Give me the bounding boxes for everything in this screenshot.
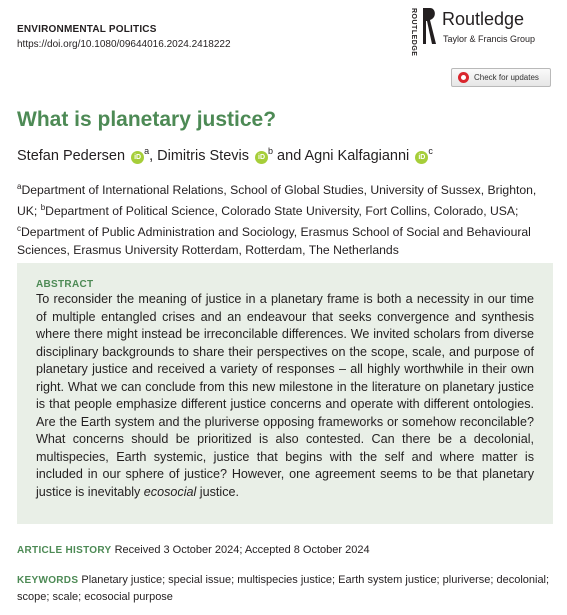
check-for-updates-label: Check for updates (474, 73, 539, 82)
check-for-updates-button[interactable] (451, 68, 551, 87)
keywords-text: Planetary justice; special issue; multispecies justice; Earth system justice; pluriverse; decolonial; scope; scale; ecosocial purpose (17, 574, 550, 603)
crossmark-icon (458, 72, 469, 83)
author-affil-sup: a (144, 146, 150, 156)
article-history-text: Received 3 October 2024; Accepted 8 October 2024 (114, 544, 370, 556)
affiliation-text: Department of Public Administration and Sociology, Erasmus School of Social and Behavioural Sciences, Erasmus University Rotterdam, Rotterdam, The Netherlands (17, 225, 531, 258)
article-history (17, 544, 370, 556)
doi-link[interactable]: https://doi.org/10.1080/09644016.2024.2418222 (17, 39, 231, 50)
orcid-icon[interactable]: iD (255, 151, 268, 164)
abstract-italic: ecosocial (143, 484, 197, 499)
keywords-label: KEYWORDS (17, 575, 79, 586)
author-name[interactable]: Dimitris Stevis (157, 147, 249, 164)
author-separator: and (273, 147, 305, 164)
affiliations (17, 178, 553, 259)
affil-sup: a (17, 182, 22, 191)
article-history-label: ARTICLE HISTORY (17, 545, 112, 556)
affil-sup: c (17, 224, 21, 234)
orcid-icon[interactable]: iD (131, 151, 144, 164)
publisher-name: Routledge (442, 9, 525, 29)
abstract-text: To reconsider the meaning of justice in a planetary frame is both a necessity in our time of multiple entangled crises and an endeavour that seeks convergence and synthesis where there might instead be irreconcilable differences. We invited scholars from diverse disciplinary backgrounds to share their perspectives on the scope, scale, and purpose of planetary justice and received a variety of responses – all highly worthwhile in their own right. What we can conclude from this new milestone in the literature on planetary justice is that people emphasize different justice concerns and operate with different ontologies. Are the Earth system and the pluriverse opposing frameworks or somehow reconcilable? What concerns should be prioritized is also contested. Can there be a decolonial, multispecies, Earth systemic, justice that begins with the self and where matter is included in our sphere of justice? However, one agreement seems to be that planetary justice is inevitably ecosocial justice. (36, 292, 534, 499)
author-separator: , (149, 147, 158, 164)
routledge-logo-icon (419, 6, 439, 46)
keywords (17, 572, 553, 605)
affiliation-text: Department of Political Science, Colorado State University, Fort Collins, Colorado, USA; (45, 204, 519, 219)
abstract-heading: ABSTRACT (36, 279, 94, 290)
publisher-vertical-text: ROUTLEDGE (410, 8, 417, 57)
journal-name: ENVIRONMENTAL POLITICS (17, 24, 157, 35)
author-list (17, 146, 433, 164)
affil-sup: b (40, 203, 46, 213)
author-affil-sup: c (428, 146, 433, 156)
article-title: What is planetary justice? (17, 108, 277, 131)
publisher-subtitle: Taylor & Francis Group (443, 34, 536, 44)
affiliation-text: Department of International Relations, School of Global Studies, University of Sussex, Brighton, UK; (17, 183, 537, 219)
author-name[interactable]: Agni Kalfagianni (304, 147, 410, 164)
author-affil-sup: b (268, 146, 274, 156)
orcid-icon[interactable]: iD (415, 151, 428, 164)
author-name[interactable]: Stefan Pedersen (17, 147, 126, 164)
